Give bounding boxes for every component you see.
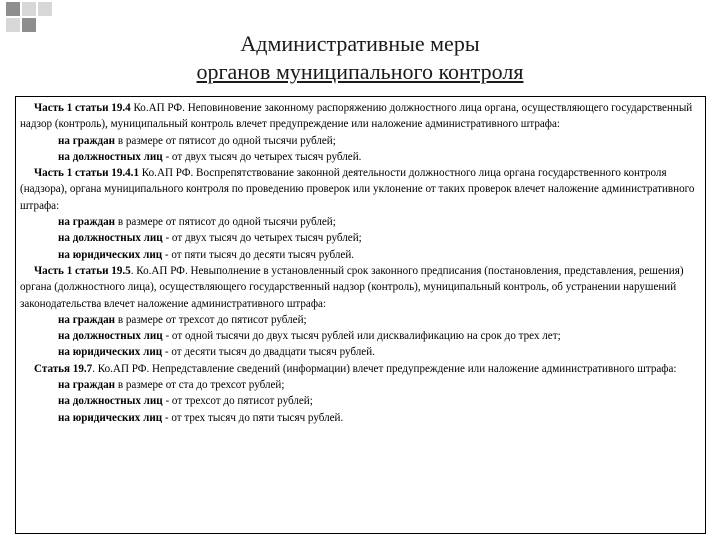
fine-subject: на должностных лиц bbox=[58, 150, 163, 163]
fine-text: в размере от трехсот до пятисот рублей; bbox=[115, 313, 307, 326]
slide-title bbox=[0, 30, 720, 86]
paragraph-19-5 bbox=[20, 263, 701, 312]
fine-subject: на граждан bbox=[58, 216, 116, 229]
fine-text: - от двух тысяч до четырех тысяч рублей; bbox=[162, 232, 362, 245]
fine-item bbox=[20, 393, 701, 409]
fine-subject: на граждан bbox=[58, 134, 116, 147]
fine-item bbox=[20, 377, 701, 393]
fine-text: - от десяти тысяч до двадцати тысяч рублей. bbox=[162, 346, 375, 359]
fine-subject: на должностных лиц bbox=[58, 330, 163, 343]
fine-subject: на граждан bbox=[58, 313, 116, 326]
article-ref: Статья 19.7 bbox=[34, 362, 93, 375]
paragraph-19-4 bbox=[20, 100, 701, 133]
fine-item bbox=[20, 410, 701, 426]
fine-item bbox=[20, 230, 701, 246]
fine-text: - от трех тысяч до пяти тысяч рублей. bbox=[162, 411, 344, 424]
fine-text: - от двух тысяч до четырех тысяч рублей. bbox=[162, 150, 362, 163]
fine-subject: на юридических лиц bbox=[58, 346, 163, 359]
fine-text: - от одной тысячи до двух тысяч рублей или дисквалификацию на срок до трех лет; bbox=[162, 330, 561, 343]
paragraph-text: Ко.АП РФ. Неповиновение законному распоряжению должностного лица органа, осуществляющего государственный надзор (контроль), муниципальный контроль влечет предупреждение или наложение административного штрафа: bbox=[20, 102, 693, 131]
fine-text: - от пяти тысяч до десяти тысяч рублей. bbox=[162, 248, 355, 261]
fine-item bbox=[20, 214, 701, 230]
fine-text: - от трехсот до пятисот рублей; bbox=[162, 395, 313, 408]
fine-item bbox=[20, 328, 701, 344]
fine-subject: на должностных лиц bbox=[58, 232, 163, 245]
article-ref: Часть 1 статьи 19.5 bbox=[34, 264, 131, 277]
fine-item bbox=[20, 133, 701, 149]
article-ref: Часть 1 статьи 19.4.1 bbox=[34, 167, 140, 180]
fine-text: в размере от пятисот до одной тысячи рублей; bbox=[115, 216, 336, 229]
fine-subject: на юридических лиц bbox=[58, 411, 163, 424]
fine-subject: на должностных лиц bbox=[58, 395, 163, 408]
fine-subject: на граждан bbox=[58, 379, 116, 392]
paragraph-text: . Ко.АП РФ. Непредставление сведений (информации) влечет предупреждение или наложение административного штрафа: bbox=[92, 362, 677, 375]
fine-item bbox=[20, 247, 701, 263]
fine-item bbox=[20, 344, 701, 360]
paragraph-text: . Ко.АП РФ. Невыполнение в установленный срок законного предписания (постановления, представления, решения) органа (должностного лица), осуществляющего государственный надзор (контроль), муниципальный контроль, об устранении нарушений законодательства влечет наложение административного штрафа: bbox=[20, 264, 684, 310]
article-ref: Часть 1 статьи 19.4 bbox=[34, 102, 131, 114]
content-box bbox=[15, 96, 706, 534]
fine-item bbox=[20, 312, 701, 328]
fine-subject: на юридических лиц bbox=[58, 248, 163, 261]
title-line-2: органов муниципального контроля bbox=[196, 59, 524, 84]
paragraph-19-4-1 bbox=[20, 165, 701, 214]
title-line-1: Административные меры bbox=[240, 31, 480, 56]
fine-item bbox=[20, 149, 701, 165]
fine-text: в размере от пятисот до одной тысячи рублей; bbox=[115, 134, 336, 147]
paragraph-19-7 bbox=[20, 361, 701, 377]
paragraph-text: Ко.АП РФ. Воспрепятствование законной деятельности должностного лица органа государственного контроля (надзора), органа муниципального контроля по проведению проверок или уклонение от таких проверок влечет наложение административного штрафа: bbox=[20, 167, 695, 212]
fine-text: в размере от ста до трехсот рублей; bbox=[115, 379, 285, 392]
